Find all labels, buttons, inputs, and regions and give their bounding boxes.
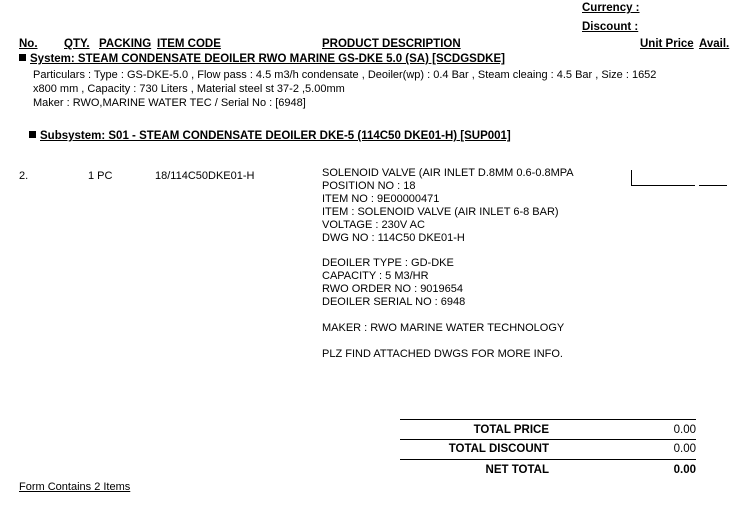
net-total-label: NET TOTAL	[485, 464, 549, 476]
system-particulars-line-2: x800 mm , Capacity : 730 Liters , Material steel st 37-2 ,5.00mm	[33, 83, 345, 95]
description-line: PLZ FIND ATTACHED DWGS FOR MORE INFO.	[322, 347, 563, 360]
description-line: ITEM NO : 9E00000471	[322, 192, 440, 205]
system-particulars-line-1: Particulars : Type : GS-DKE-5.0 , Flow pass : 4.5 m3/h condensate , Deoiler(wp) : 0.4 Bar , Steam cleaing : 4.5 Bar , Size : 1652	[33, 69, 657, 81]
total-price-value: 0.00	[673, 424, 696, 436]
description-line: DWG NO : 114C50 DKE01-H	[322, 231, 465, 244]
description-line: RWO ORDER NO : 9019654	[322, 283, 464, 296]
column-header-packing: PACKING	[99, 38, 152, 50]
column-header-avail: Avail.	[699, 38, 730, 50]
system-maker-line: Maker : RWO,MARINE WATER TEC / Serial No : [6948]	[33, 97, 306, 109]
column-header-no: No.	[19, 38, 38, 50]
column-header-qty: QTY.	[64, 38, 90, 50]
form-count-link[interactable]: Form Contains 2 Items	[19, 481, 131, 493]
system-title: System: STEAM CONDENSATE DEOILER RWO MARINE GS-DKE 5.0 (SA) [SCDGSDKE]	[30, 53, 505, 65]
description-line: SOLENOID VALVE (AIR INLET D.8MM 0.6-0.8MPA	[322, 167, 574, 179]
system-section-heading	[19, 53, 505, 65]
item-description	[322, 167, 574, 361]
description-line: DEOILER TYPE : GD-DKE	[322, 257, 454, 270]
net-total-value: 0.00	[673, 464, 696, 476]
bullet-square-icon	[29, 131, 36, 138]
totals-separator-bottom	[400, 459, 696, 460]
column-header-product-description: PRODUCT DESCRIPTION	[322, 38, 461, 50]
item-quantity: 1 PC	[88, 170, 113, 182]
total-discount-label: TOTAL DISCOUNT	[448, 443, 549, 455]
description-spacer	[322, 244, 574, 257]
description-line: DEOILER SERIAL NO : 6948	[322, 296, 466, 309]
unit-price-input-line[interactable]	[631, 185, 695, 186]
item-code: 18/114C50DKE01-H	[155, 170, 255, 182]
total-discount-value: 0.00	[673, 443, 696, 455]
description-spacer	[322, 309, 574, 322]
total-price-label: TOTAL PRICE	[473, 424, 549, 436]
unit-price-input-edge	[631, 170, 632, 185]
column-header-unit-price: Unit Price	[640, 38, 694, 50]
item-number: 2.	[19, 170, 29, 182]
totals-separator-top	[400, 419, 696, 420]
description-line: MAKER : RWO MARINE WATER TECHNOLOGY	[322, 321, 565, 334]
currency-label: Currency :	[582, 2, 640, 14]
description-spacer	[322, 335, 574, 348]
description-line: ITEM : SOLENOID VALVE (AIR INLET 6-8 BAR)	[322, 205, 559, 218]
bullet-square-icon	[19, 54, 26, 61]
column-header-item-code: ITEM CODE	[157, 38, 221, 50]
avail-input-line[interactable]	[699, 185, 727, 186]
subsystem-title: Subsystem: S01 - STEAM CONDENSATE DEOILER DKE-5 (114C50 DKE01-H) [SUP001]	[40, 130, 511, 142]
subsystem-section-heading	[29, 130, 511, 142]
description-line: POSITION NO : 18	[322, 179, 416, 192]
discount-label: Discount :	[582, 21, 639, 33]
description-line: VOLTAGE : 230V AC	[322, 218, 425, 231]
totals-separator-middle	[400, 439, 696, 440]
description-line: CAPACITY : 5 M3/HR	[322, 270, 429, 283]
